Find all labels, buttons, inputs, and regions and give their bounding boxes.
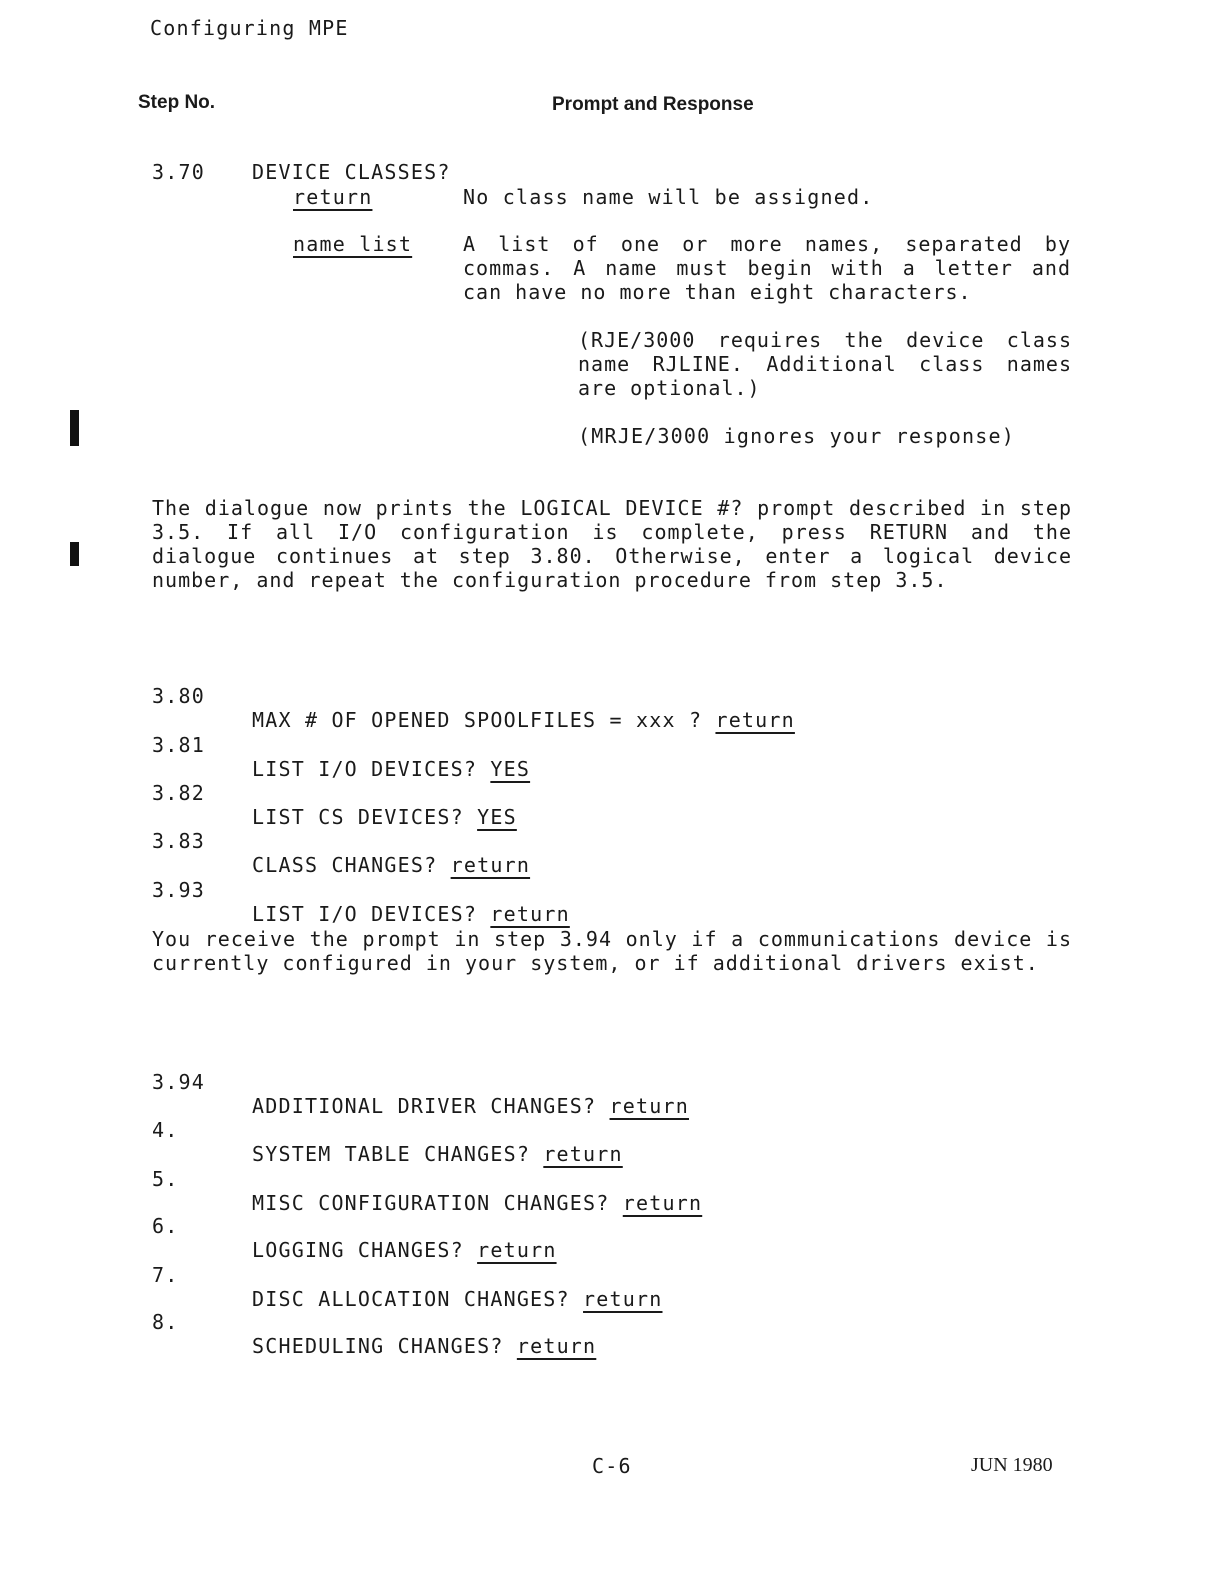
step-response: return — [609, 1094, 689, 1118]
step-prompt: MISC CONFIGURATION CHANGES? — [252, 1191, 610, 1215]
page-date: JUN 1980 — [971, 1454, 1053, 1476]
step-number: 7. — [152, 1263, 179, 1287]
step-prompt: LOGGING CHANGES? — [252, 1238, 464, 1262]
note-rje: (RJE/3000 requires the device class name RJLINE. Additional class names are optional.) — [578, 328, 1072, 400]
step-prompt: SCHEDULING CHANGES? — [252, 1334, 504, 1358]
response-description: No class name will be assigned. — [463, 185, 874, 209]
step-number: 4. — [152, 1118, 179, 1142]
step-response: return — [622, 1191, 703, 1215]
step-number: 8. — [152, 1310, 179, 1334]
step-prompt: DISC ALLOCATION CHANGES? — [252, 1287, 570, 1311]
step-response: return — [583, 1287, 663, 1311]
step-number: 3.82 — [152, 781, 205, 805]
step-number: 3.80 — [152, 684, 205, 708]
note-mrje: (MRJE/3000 ignores your response) — [578, 424, 1015, 448]
prompt-response-header: Prompt and Response — [552, 94, 754, 115]
response-option: name list — [293, 232, 413, 256]
page-number: C-6 — [592, 1454, 632, 1478]
response-description: A list of one or more names, separated by commas. A name must begin with a letter and can have no more than eight characters. — [463, 232, 1071, 304]
step-number: 3.93 — [152, 878, 205, 902]
step-number: 6. — [152, 1214, 179, 1238]
step-prompt: DEVICE CLASSES? — [252, 160, 451, 184]
step-prompt: CLASS CHANGES? — [252, 853, 438, 877]
instruction-paragraph: The dialogue now prints the LOGICAL DEVICE #? prompt described in step 3.5. If all I/O configuration is complete, press RETURN and the dialogue continues at step 3.80. Otherwise, enter a logical device number, and repeat the configuration procedure from step 3.5. — [152, 496, 1072, 592]
step-response: return — [715, 708, 795, 732]
running-title: Configuring MPE — [150, 16, 349, 40]
step-response: return — [450, 853, 531, 877]
response-option: return — [293, 185, 373, 209]
step-prompt: LIST I/O DEVICES? — [252, 902, 478, 926]
step-response: return — [516, 1334, 597, 1358]
step-prompt: MAX # OF OPENED SPOOLFILES = xxx ? — [252, 708, 703, 732]
step-response: return — [490, 902, 570, 926]
step-no-header: Step No. — [138, 92, 216, 113]
step-number: 5. — [152, 1167, 179, 1191]
step-response: YES — [490, 757, 531, 781]
step-prompt: SYSTEM TABLE CHANGES? — [252, 1142, 531, 1166]
step-response: return — [543, 1142, 623, 1166]
change-bar — [70, 410, 79, 446]
step-prompt: LIST I/O DEVICES? — [252, 757, 478, 781]
instruction-paragraph: You receive the prompt in step 3.94 only if a communications device is currently configured in your system, or if additional drivers exist. — [152, 927, 1072, 975]
step-response: YES — [477, 805, 517, 829]
step-number: 3.83 — [152, 829, 205, 853]
change-bar — [70, 542, 79, 566]
step-prompt: ADDITIONAL DRIVER CHANGES? — [252, 1094, 597, 1118]
step-number: 3.94 — [152, 1070, 205, 1094]
step-prompt: LIST CS DEVICES? — [252, 805, 464, 829]
step-number: 3.70 — [152, 160, 205, 184]
step-number: 3.81 — [152, 733, 205, 757]
step-response: return — [477, 1238, 557, 1262]
